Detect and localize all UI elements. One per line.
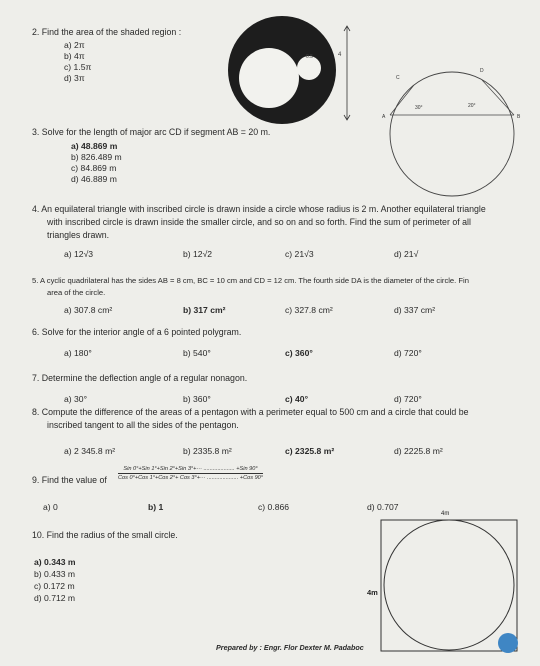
q10-square-circles-figure: [366, 504, 536, 656]
q5-stem-line-2: area of the circle.: [47, 288, 106, 297]
q7-option-c: c) 40°: [285, 394, 309, 404]
q3-option-c: c) 84.869 m: [71, 163, 117, 173]
q2-option-c: c) 1.5π: [64, 62, 92, 72]
q2-small-radius-label: 0.5: [306, 54, 313, 60]
q3-circle-figure: [372, 52, 532, 200]
q10-stem: 10. Find the radius of the small circle.: [32, 530, 178, 540]
q2-option-b: b) 4π: [64, 51, 85, 61]
q8-stem-line-1: 8. Compute the difference of the areas of a pentagon with a perimeter equal to 500 cm and a circle that could be: [32, 407, 469, 417]
q9-numerator: Sin 0°+Sin 1°+Sin 2°+Sin 3°+··· .................... +Sin 90°: [118, 466, 263, 474]
q5-option-d: d) 337 cm²: [394, 305, 436, 315]
q10-side-label: 4m: [367, 588, 378, 597]
q6-option-b: b) 540°: [183, 348, 211, 358]
q6-option-a: a) 180°: [64, 348, 92, 358]
q6-option-d: d) 720°: [394, 348, 422, 358]
q4-stem-line-3: triangles drawn.: [47, 230, 110, 240]
q5-stem-line-1: 5. A cyclic quadrilateral has the sides AB = 8 cm, BC = 10 cm and CD = 12 cm. The fourth side DA is the diameter of the circle. Fin: [32, 276, 469, 285]
q4-option-c: c) 21√3: [285, 249, 314, 259]
q4-option-d: d) 21√: [394, 249, 419, 259]
q3-point-a: A: [382, 114, 386, 120]
q2-stem: 2. Find the area of the shaded region :: [32, 27, 182, 37]
q10-option-d: d) 0.712 m: [34, 593, 76, 603]
q5-option-c: c) 327.8 cm²: [285, 305, 333, 315]
q3-option-b: b) 826.489 m: [71, 152, 122, 162]
q8-stem-line-2: inscribed tangent to all the sides of the pentagon.: [47, 420, 239, 430]
q9-stem: 9. Find the value of: [32, 475, 107, 485]
q3-point-c: C: [396, 75, 400, 81]
q9-denominator: Cos 0°+Cos 1°+Cos 2°+ Cos 3°+··· .................... +Cos 90°: [118, 475, 264, 481]
q3-angle-30: 30°: [415, 105, 423, 111]
q3-point-b: B: [517, 114, 521, 120]
q5-option-b: b) 317 cm²: [183, 305, 226, 315]
q10-top-label: 4m: [441, 511, 450, 517]
q10-option-a: a) 0.343 m: [34, 557, 76, 567]
q9-option-d: d) 0.707: [367, 502, 399, 512]
q7-option-a: a) 30°: [64, 394, 88, 404]
q3-option-d: d) 46.889 m: [71, 174, 117, 184]
q5-option-a: a) 307.8 cm²: [64, 305, 113, 315]
q9-option-a: a) 0: [43, 502, 58, 512]
q2-option-d: d) 3π: [64, 73, 85, 83]
q2-height-label: 4: [338, 52, 342, 58]
q8-option-b: b) 2335.8 m²: [183, 446, 232, 456]
q3-stem: 3. Solve for the length of major arc CD if segment AB = 20 m.: [32, 127, 271, 137]
q8-option-a: a) 2 345.8 m²: [64, 446, 116, 456]
q9-option-b: b) 1: [148, 502, 164, 512]
q7-option-b: b) 360°: [183, 394, 211, 404]
q6-stem: 6. Solve for the interior angle of a 6 pointed polygram.: [32, 327, 242, 337]
q4-option-a: a) 12√3: [64, 249, 94, 259]
q8-option-d: d) 2225.8 m²: [394, 446, 443, 456]
q7-option-d: d) 720°: [394, 394, 422, 404]
footer-credit: Prepared by : Engr. Flor Dexter M. Padaboc: [216, 643, 364, 652]
q4-stem-line-1: 4. An equilateral triangle with inscribed circle is drawn inside a circle whose radius is 2 m. Another equilateral triangle: [32, 204, 486, 214]
q4-option-b: b) 12√2: [183, 249, 213, 259]
q3-point-d: D: [480, 68, 484, 74]
q10-option-b: b) 0.433 m: [34, 569, 76, 579]
q4-stem-line-2: with inscribed circle is drawn inside the smaller circle, and so on and so forth. Find the sum of perimeter of all: [47, 217, 471, 227]
q9-fraction: [118, 466, 263, 481]
q3-angle-20: 20°: [468, 103, 476, 109]
q8-option-c: c) 2325.8 m²: [285, 446, 335, 456]
q6-option-c: c) 360°: [285, 348, 313, 358]
q7-stem: 7. Determine the deflection angle of a regular nonagon.: [32, 373, 248, 383]
q2-shaded-circles-figure: [226, 16, 356, 126]
q9-option-c: c) 0.866: [258, 502, 290, 512]
q3-option-a: a) 48.869 m: [71, 141, 118, 151]
q10-option-c: c) 0.172 m: [34, 581, 75, 591]
q2-option-a: a) 2π: [64, 40, 85, 50]
